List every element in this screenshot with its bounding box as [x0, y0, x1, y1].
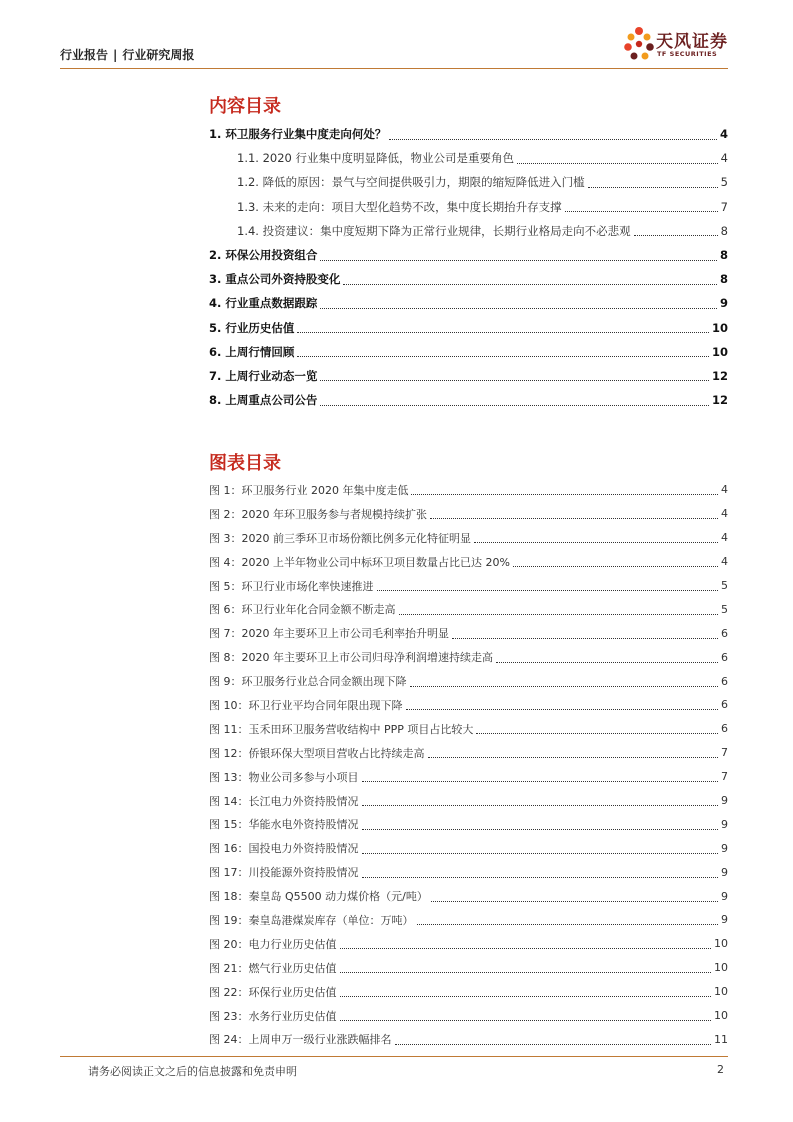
toc-entry-leader-dots: [320, 260, 717, 261]
header-divider: [60, 68, 728, 69]
toc-entry-page-number: 8: [719, 248, 728, 263]
figure-entry-leader-dots: [340, 972, 712, 973]
figure-entry-label: 图 7：2020 年主要环卫上市公司毛利率抬升明显: [209, 627, 449, 641]
figure-entry-label: 图 23：水务行业历史估值: [209, 1009, 337, 1023]
figure-entry-label: 图 12：侨银环保大型项目营收占比持续走高: [209, 746, 425, 760]
toc-entry-leader-dots: [320, 405, 709, 406]
figure-entry[interactable]: [209, 980, 728, 1004]
category-label: 行业报告: [60, 48, 109, 62]
toc-entry-label: 4. 行业重点数据跟踪: [209, 296, 318, 311]
toc-entry[interactable]: [209, 364, 728, 388]
figure-entry-label: 图 15：华能水电外资持股情况: [209, 818, 359, 832]
figure-entry-leader-dots: [395, 1044, 712, 1045]
figure-entry-page-number: 7: [721, 746, 728, 760]
header-separator: |: [113, 48, 118, 62]
figure-entry-page-number: 5: [721, 579, 728, 592]
toc-entry[interactable]: [237, 219, 728, 243]
figure-entry[interactable]: [209, 502, 728, 526]
figure-entry-label: 图 18：秦皇岛 Q5500 动力煤价格（元/吨）: [209, 890, 428, 904]
figure-entry-label: 图 14：长江电力外资持股情况: [209, 794, 359, 808]
figure-entry-label: 图 5：环卫行业市场化率快速推进: [209, 579, 374, 593]
figure-entry-label: 图 8：2020 年主要环卫上市公司归母净利润增速持续走高: [209, 651, 493, 665]
figure-entry[interactable]: [209, 908, 728, 932]
toc-entry-leader-dots: [343, 284, 717, 285]
figure-entry-label: 图 24：上周申万一级行业涨跌幅排名: [209, 1033, 392, 1047]
figure-entry[interactable]: [209, 645, 728, 669]
figure-entry[interactable]: [209, 1004, 728, 1028]
toc-entry-page-number: 9: [719, 296, 728, 311]
toc-entry[interactable]: [237, 170, 728, 194]
figure-entry-page-number: 9: [721, 817, 728, 831]
figure-entry[interactable]: [209, 741, 728, 765]
figure-entry-leader-dots: [406, 709, 719, 710]
footer-disclaimer: 请务必阅读正文之后的信息披露和免责申明: [88, 1065, 297, 1078]
figure-entry-leader-dots: [377, 590, 719, 591]
toc-entry[interactable]: [209, 243, 728, 267]
figure-entry-page-number: 4: [721, 555, 728, 569]
contents-title: 内容目录: [209, 96, 281, 117]
toc-entry-label: 5. 行业历史估值: [209, 320, 295, 335]
figure-entry-leader-dots: [340, 1020, 712, 1021]
figure-entry[interactable]: [209, 932, 728, 956]
figure-entry[interactable]: [209, 526, 728, 550]
figure-entry[interactable]: [209, 836, 728, 860]
report-category: [60, 46, 194, 63]
toc-entry-page-number: 4: [719, 127, 728, 142]
figure-entry-page-number: 10: [714, 961, 728, 975]
toc-entry-leader-dots: [389, 139, 717, 140]
figure-entry-page-number: 9: [721, 841, 728, 855]
figure-entry[interactable]: [209, 717, 728, 741]
figure-entry-page-number: 11: [714, 1032, 728, 1046]
figures-title: 图表目录: [209, 453, 281, 474]
figure-entry-leader-dots: [362, 877, 719, 878]
toc-entry-label: 8. 上周重点公司公告: [209, 393, 318, 408]
figure-entry-page-number: 6: [721, 626, 728, 640]
toc-entry[interactable]: [209, 316, 728, 340]
figure-entry-page-number: 9: [721, 794, 728, 808]
toc-entry-label: 3. 重点公司外资持股变化: [209, 272, 341, 287]
toc-entry-label: 6. 上周行情回顾: [209, 344, 295, 359]
toc-entry-page-number: 8: [720, 223, 728, 238]
toc-entry-page-number: 5: [720, 175, 728, 190]
toc-entry[interactable]: [209, 122, 728, 146]
figure-entry-leader-dots: [362, 805, 719, 806]
figure-entry[interactable]: [209, 621, 728, 645]
toc-entry-leader-dots: [588, 187, 718, 188]
figure-entry-page-number: 10: [714, 985, 728, 999]
footer-divider: [60, 1056, 728, 1057]
toc-entry-label: 1.3. 未来的走向：项目大型化趋势不改，集中度长期抬升存支撑: [237, 199, 562, 214]
figure-entry-leader-dots: [452, 638, 718, 639]
figure-entry[interactable]: [209, 478, 728, 502]
figure-entry-label: 图 3：2020 前三季环卫市场份额比例多元化特征明显: [209, 531, 471, 545]
figure-entry-page-number: 6: [721, 698, 728, 712]
toc-entry-label: 1.4. 投资建议：集中度短期下降为正常行业规律，长期行业格局走向不必悲观: [237, 223, 631, 238]
toc-entry-page-number: 4: [720, 151, 728, 166]
figure-entry-leader-dots: [411, 494, 718, 495]
toc-entry-label: 1.1. 2020 行业集中度明显降低，物业公司是重要角色: [237, 151, 515, 166]
figure-entry-leader-dots: [399, 614, 719, 615]
figure-entry-leader-dots: [474, 542, 718, 543]
figure-entry-label: 图 19：秦皇岛港煤炭库存（单位：万吨）: [209, 913, 414, 927]
figure-entry-page-number: 10: [714, 1009, 728, 1023]
figure-entry-page-number: 7: [721, 770, 728, 784]
figure-entry-label: 图 1：环卫服务行业 2020 年集中度走低: [209, 483, 409, 497]
subcategory-label: 行业研究周报: [122, 48, 195, 62]
company-logo: [622, 22, 732, 66]
footer-page-number: 2: [717, 1063, 724, 1076]
figure-entry-label: 图 13：物业公司多参与小项目: [209, 770, 359, 784]
figure-entry[interactable]: [209, 574, 728, 598]
toc-entry-label: 1. 环卫服务行业集中度走向何处？: [209, 127, 387, 142]
toc-entry-page-number: 7: [720, 199, 728, 214]
figure-entry-page-number: 9: [721, 865, 728, 879]
figure-entry-label: 图 9：环卫服务行业总合同金额出现下降: [209, 675, 407, 689]
figure-entry-page-number: 9: [721, 913, 728, 927]
figure-entry[interactable]: [209, 550, 728, 574]
toc-entry-label: 1.2. 降低的原因：景气与空间提供吸引力，期限的缩短降低进入门槛: [237, 175, 585, 190]
figure-entry-label: 图 2：2020 年环卫服务参与者规模持续扩张: [209, 507, 427, 521]
toc-entry-page-number: 12: [711, 368, 728, 383]
figure-entry-leader-dots: [340, 996, 712, 997]
figure-entry-leader-dots: [340, 948, 712, 949]
figure-entry-page-number: 4: [721, 531, 728, 545]
toc-entry-page-number: 12: [711, 393, 728, 408]
figure-entry-leader-dots: [417, 924, 719, 925]
figure-entry-page-number: 4: [721, 507, 728, 521]
figure-entry-page-number: 6: [721, 722, 728, 736]
figure-entry-label: 图 4：2020 上半年物业公司中标环卫项目数量占比已达 20%: [209, 555, 510, 569]
figure-entry[interactable]: [209, 597, 728, 621]
toc-entry-leader-dots: [320, 308, 717, 309]
toc-entry-label: 2. 环保公用投资组合: [209, 248, 318, 263]
figure-entry-label: 图 6：环卫行业年化合同金额不断走高: [209, 603, 396, 617]
toc-entry-label: 7. 上周行业动态一览: [209, 368, 318, 383]
toc-entry-leader-dots: [320, 380, 709, 381]
figure-entry-label: 图 11：玉禾田环卫服务营收结构中 PPP 项目占比较大: [209, 722, 474, 736]
figure-entry-leader-dots: [362, 829, 719, 830]
toc-entry[interactable]: [237, 195, 728, 219]
toc-entry-page-number: 8: [719, 272, 728, 287]
figure-entry-leader-dots: [410, 686, 719, 687]
figure-entry-leader-dots: [496, 662, 718, 663]
toc-entry-leader-dots: [297, 332, 709, 333]
contents-list: [0, 122, 793, 412]
toc-entry[interactable]: [209, 388, 728, 412]
figure-entry-leader-dots: [513, 566, 718, 567]
figure-entry-leader-dots: [428, 757, 719, 758]
figure-entry-label: 图 16：国投电力外资持股情况: [209, 842, 359, 856]
figure-entry-leader-dots: [431, 901, 718, 902]
toc-entry-leader-dots: [517, 163, 718, 164]
figure-entry[interactable]: [209, 860, 728, 884]
toc-entry[interactable]: [209, 340, 728, 364]
logo-chinese-name: 天风证券: [656, 32, 728, 52]
figure-entry[interactable]: [209, 765, 728, 789]
toc-entry-page-number: 10: [711, 344, 728, 359]
figure-entry-page-number: 9: [721, 889, 728, 903]
figure-entry[interactable]: [209, 884, 728, 908]
figure-entry-page-number: 5: [721, 602, 728, 616]
figure-entry-page-number: 4: [721, 483, 728, 497]
figure-entry-leader-dots: [362, 853, 719, 854]
figure-entry[interactable]: [209, 1027, 728, 1051]
figure-entry-page-number: 6: [721, 650, 728, 664]
figure-entry-leader-dots: [430, 518, 718, 519]
figure-entry-page-number: 10: [714, 937, 728, 951]
figure-entry-leader-dots: [476, 733, 718, 734]
toc-entry[interactable]: [237, 146, 728, 170]
figure-entry-label: 图 10：环卫行业平均合同年限出现下降: [209, 698, 403, 712]
figure-entry-leader-dots: [362, 781, 719, 782]
toc-entry-leader-dots: [634, 235, 718, 236]
figure-entry-label: 图 21：燃气行业历史估值: [209, 961, 337, 975]
toc-entry-leader-dots: [297, 356, 709, 357]
figure-entry-label: 图 20：电力行业历史估值: [209, 937, 337, 951]
figure-entry[interactable]: [209, 669, 728, 693]
toc-entry-leader-dots: [565, 211, 718, 212]
figure-entry[interactable]: [209, 789, 728, 813]
toc-entry[interactable]: [209, 291, 728, 315]
figures-list: [0, 478, 793, 1051]
figure-entry-label: 图 22：环保行业历史估值: [209, 985, 337, 999]
toc-entry[interactable]: [209, 267, 728, 291]
figure-entry-label: 图 17：川投能源外资持股情况: [209, 866, 359, 880]
figure-entry[interactable]: [209, 956, 728, 980]
flower-logo-icon: [622, 22, 656, 66]
logo-english-name: TF SECURITIES: [657, 50, 718, 58]
toc-entry-page-number: 10: [711, 320, 728, 335]
figure-entry[interactable]: [209, 812, 728, 836]
figure-entry-page-number: 6: [721, 674, 728, 688]
figure-entry[interactable]: [209, 693, 728, 717]
